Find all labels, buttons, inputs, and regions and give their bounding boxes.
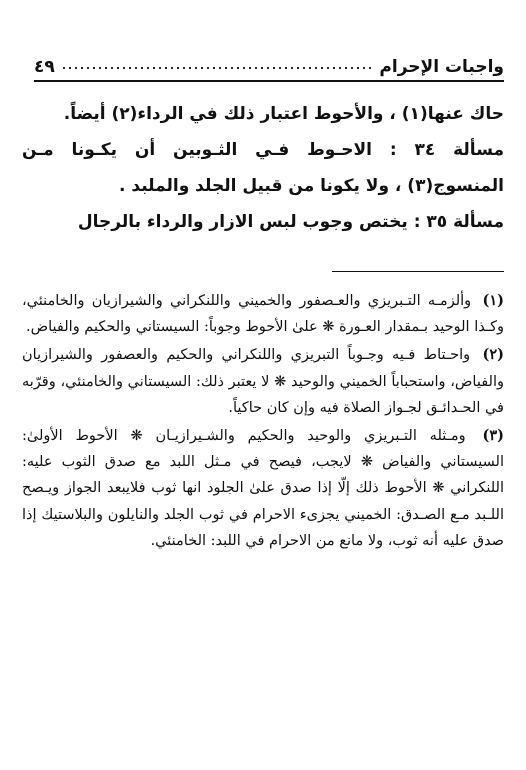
leader-dots [61,65,374,71]
footnote-3-number: (٣) [482,427,505,445]
issue-35 [22,204,504,240]
issue-34-text: الاحـوط فـي الثـوبين أن يكـونا مـن المنسوج(٣) ، ولا يكونا من قبيل الجلد والملبد . [22,140,504,196]
footnote-2 [22,342,504,421]
footnote-3 [22,423,504,554]
continuation-line: حاك عنها(١) ، والأحوط اعتبار ذلك في الرداء(٢) أيضاً. [63,104,504,124]
footnotes [22,288,504,556]
chapter-title: واجبات الإحرام [379,57,504,77]
issue-34-label: مسألة ٣٤ : [389,140,505,160]
footnote-3-text: ومـثله التـبريزي والوحيد والحكيم والشـيرازيـان ❋ الأحوط الأولىٰ: السيستاني والفياض ❋ لايجب، فيصح في مـثل اللبد مع صدق الثوب عليه: اللنكراني ❋ الأحوط ذلك إلّا إذا صدق علىٰ الجلود انها ثوب فلايبعد الجواز ويـصح اللـبد مـع الصـدق: الخميني يجزىء الاحرام في ثوب الجلد والنايلون والبلاستيك إذا صدق عليه أنه ثوب، ولا مانع من الاحرام في اللبد: الخامنئي. [22,428,504,549]
footnote-1-number: (١) [482,292,504,309]
issue-35-label: مسألة ٣٥ : [413,212,504,232]
page-number: ٤٩ [34,57,55,77]
issue-35-text: يختص وجوب لبس الازار والرداء بالرجال [77,212,408,232]
footnote-2-text: واحـتاط فـيه وجـوباً التبريزي واللنكراني والحكيم والعصفور والشيرازيان والفياض، واستحباباً الخميني والوحيد ❋ لا يعتبر ذلك: السيستاني والخامنئي، وقرّبه في الحـدائـق لجـواز الصلاة فيه وإن كان حاكياً. [22,347,504,416]
footnote-2-number: (٢) [482,346,504,364]
footnote-separator [332,271,504,272]
footnote-1 [22,288,504,340]
main-text [22,96,504,240]
running-header [34,50,504,82]
issue-34 [22,132,504,204]
footnote-1-text: وألزمـه التـبريزي والعـصفور والخميني واللنكراني والشيرازيان والخامنئي، وكـذا الوحيد بـمقدار العـورة ❋ علىٰ الأحوط وجوباً: السيستاني والحكيم والفياض. [22,293,504,336]
